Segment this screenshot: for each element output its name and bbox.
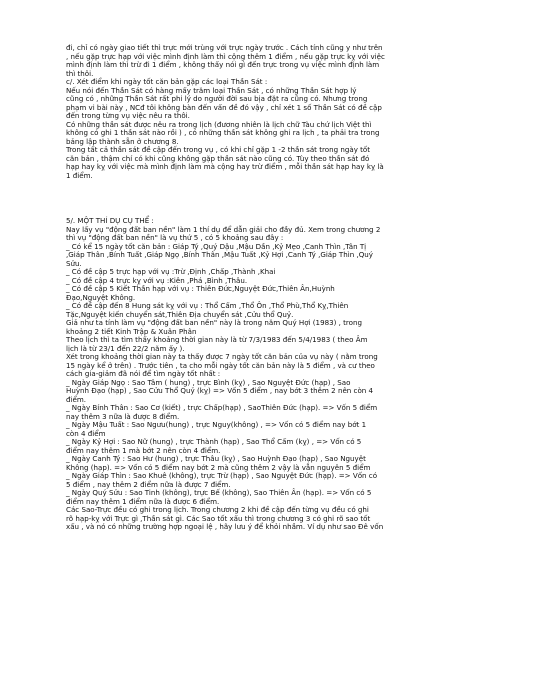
top-paragraph: đi, chỉ có ngày giao tiết thì trực mới trùng với trực ngày trước . Cách tính cũng y như trên , nếu gặp trực hạp với việc mình định làm thì cộng thêm 1 điểm , nếu gặp trực kỵ với việc mình định làm thì trừ đi 1 điểm , không thấy nói gì đến trực trong vụ việc mình định làm thì thôi. — [66, 43, 385, 78]
list-item-good-days: _ Có kể 15 ngày tốt căn bản : Giáp Tý ,Quý Dậu ,Mậu Dần ,Kỷ Mẹo ,Canh Thìn ,Tân Tị ,Giáp Thân ,Bính Tuất ,Giáp Ngọ ,Bính Thân ,Mậu Tuất ,Kỷ Hợi ,Canh Tý ,Giáp Thìn ,Quý Sửu. — [66, 241, 373, 268]
section-5-intro: Nay lấy vụ "động đất ban nền" làm 1 thí dụ để dẫn giải cho đầy đủ. Xem trong chương 2 thì vụ "động đất ban nền" là vụ thứ 5 , có 5 khoảng sau đây : — [66, 224, 381, 242]
day-item-mau-tuat: _ Ngày Mậu Tuất : Sao Ngưu(hung) , trực Nguy(không) , => Vốn có 5 điểm nay bớt 1 còn 4 điểm — [66, 420, 367, 438]
example-paragraph-1: Giả như ta tính làm vụ "động đất ban nền" này là trong năm Quý Hợi (1983) , trong khoảng 2 tiết Kinh Trập & Xuân Phân Theo lịch thì ta tìm thấy khoảng thời gian này là từ 7/3/1983 đến 5/4/1983 ( theo Âm lịch là từ 23/1 đến 22/2 năm ấy ). — [66, 318, 368, 353]
section-5-title: 5/. MỘT THÍ DỤ CỤ THỂ : — [66, 216, 154, 225]
list-item-hung-sat: _ Có đề cập đến 8 Hung sát kỵ với vụ : Thổ Cấm ,Thổ Ôn ,Thổ Phù,Thổ Kỵ,Thiên Tặc,Nguyệt kiến chuyển sát,Thiên Địa chuyển sát ,Cửu thổ Quỷ. — [66, 301, 349, 319]
section-c-paragraph-1: Nếu nói đến Thần Sát có hàng mấy trăm loại Thần Sát , có những Thần Sát hợp lý cũng có , những Thần Sát rất phi lý do người đời sau bịa đặt ra cũng có. Nhưng trong phạm vi bài này , NCđ tôi không bàn đến vấn đề đó vậy , chỉ xét 1 số Thần Sát có đề cập đến trong từng vụ việc nêu ra thôi. — [66, 85, 382, 120]
day-item-binh-than: _ Ngày Bính Thân : Sao Cơ (kiết) , trực Chấp(hạp) , SaoThiên Đức (hạp). => Vốn 5 điểm nay thêm 3 nữa là được 8 điểm. — [66, 403, 378, 421]
day-item-canh-ty: _ Ngày Canh Tý : Sao Hư (hung) , trực Thâu (kỵ) , Sao Huỳnh Đạo (hạp) , Sao Nguyệt Không (hạp). => Vốn có 5 điểm nay bớt 2 mà cũng thêm 2 vậy là vẫn nguyên 5 điểm — [66, 454, 371, 472]
list-item-favorable-truc: _ Có đề cập 5 trực hạp với vụ :Trừ ,Định ,Chấp ,Thành ,Khai — [66, 267, 276, 276]
day-item-ky-hoi: _ Ngày Kỷ Hợi : Sao Nữ (hung) , trực Thành (hạp) , Sao Thổ Cấm (kỵ) , => Vốn có 5 điểm nay thêm 1 mà bớt 2 nên còn 4 điểm. — [66, 437, 362, 455]
section-c-paragraph-2: Có những thần sát được nêu ra trong lịch (đương nhiên là lịch chữ Tàu chứ lịch Việt thì không có ghi 1 thần sát nào rồi ) , có những thần sát không ghi ra lịch , ta phải tra trong bảng lập thành sẵn ở chương 8. — [66, 119, 380, 146]
list-item-kiet-than: _ Có đề cập 5 Kiết Thần hạp với vụ : Thiên Đức,Nguyệt Đức,Thiên Ân,Huỳnh Đạo,Nguyệt Không. — [66, 284, 335, 302]
day-item-quy-suu: _ Ngày Quý Sửu : Sao Tinh (không), trực Bế (không), Sao Thiên Ân (hạp). => Vốn có 5 điểm nay thêm 1 điểm nữa là được 6 điểm. — [66, 488, 372, 506]
section-spacer — [66, 180, 468, 217]
example-paragraph-2: Xét trong khoảng thời gian này ta thấy được 7 ngày tốt căn bản của vụ này ( nằm trong 15 ngày kể ở trên) . Trước tiên , ta cho mỗi ngày tốt căn bản này là 5 điểm , và cư theo cách gia-giảm đã nói để tìm ngày tốt nhất : — [66, 352, 378, 378]
day-item-giap-ngo: _ Ngày Giáp Ngọ : Sao Tâm ( hung) , trực Bình (kỵ) , Sao Nguyệt Đức (hạp) , Sao Huỳnh Đạo (hạp) , Sao Cửu Thổ Quỷ (kỵ) => Vốn 5 điểm , nay bớt 3 thêm 2 nên còn 4 điểm. — [66, 377, 374, 404]
day-item-giap-thin: _ Ngày Giáp Thìn : Sao Khuê (không), trực Trừ (hạp) , Sao Nguyệt Đức (hạp). => Vốn có 5 điểm , nay thêm 2 điểm nữa là được 7 điểm. — [66, 471, 378, 489]
closing-paragraph: Các Sao-Trực đều có ghi trong lịch. Trong chương 2 khi đề cập đến từng vụ đều có ghi rõ hạp-kỵ với Trực gì ,Thần sát gì. Các Sao tốt xấu thì trong chương 3 có ghi rõ sao tốt xấu , và nó có những trường hợp ngoại lệ , hãy lưu ý để khỏi nhầm. Ví dụ như sao Đê vốn — [66, 505, 384, 531]
section-c-paragraph-3: Trong tất cả thần sát đề cập đến trong vụ , có khi chỉ gặp 1 -2 thần sát trong ngày tốt căn bản , thậm chí có khi cũng không gặp thần sát nào cũng có. Tùy theo thần sát đó hạp hay kỵ với việc mà mình định làm mà cộng hay trừ điểm , mỗi thần sát hạp hay kỵ là 1 điểm. — [66, 145, 384, 180]
section-c-title: c/. Xét điểm khi ngày tốt căn bản gặp các loại Thần Sát : — [66, 77, 268, 86]
list-item-unfavorable-truc: _ Có đề cập 4 trực kỵ với vụ :Kiên ,Phá ,Bình ,Thâu. — [66, 275, 248, 285]
